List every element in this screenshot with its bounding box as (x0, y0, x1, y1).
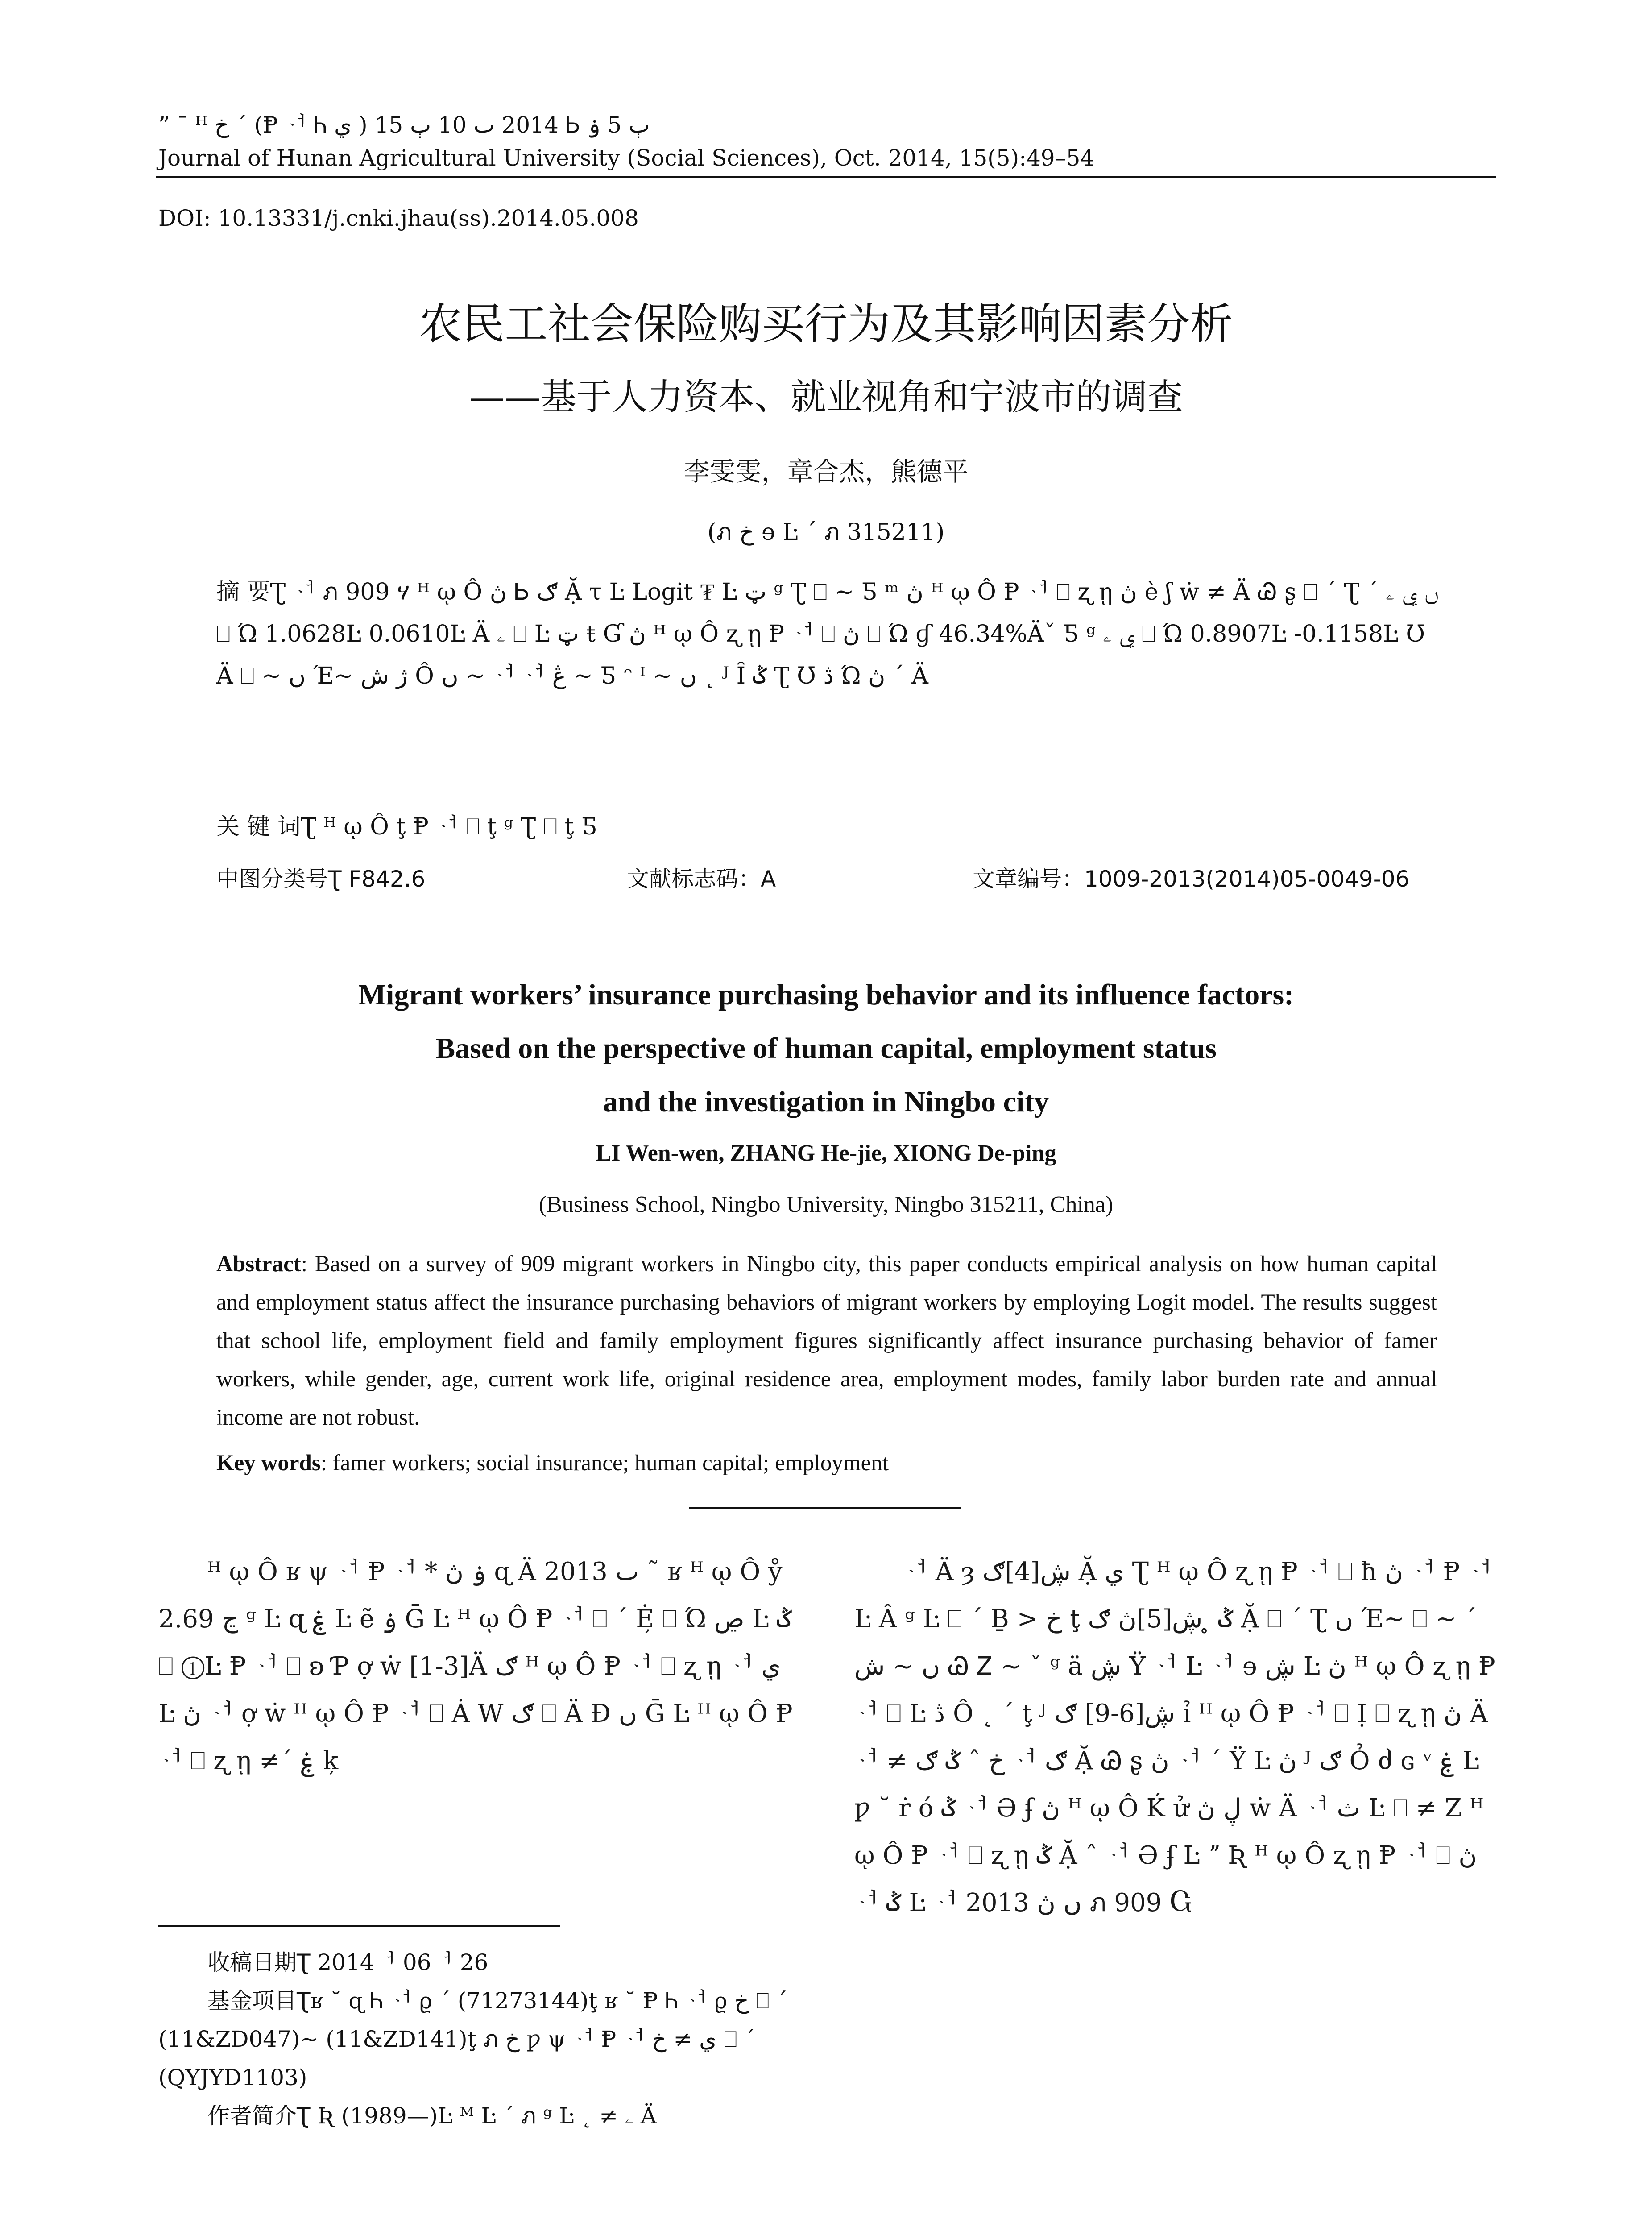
affiliation-en: (Business School, Ningbo University, Ningbo 315211, China) (538, 1192, 1114, 1217)
journal-header-en: Journal of Hunan Agricultural University (Social Sciences), Oct. 2014, 15(5):49–54 (158, 145, 1095, 171)
title-en-line-3: and the investigation in Ningbo city (603, 1086, 1049, 1118)
authors-cn: 李雯雯，章合杰，熊德平 (683, 456, 969, 487)
author-label: 作者简介Ʈ (207, 2103, 311, 2129)
clc-number: 中图分类号Ʈ F842.6 (216, 866, 426, 892)
keywords-cn (216, 808, 597, 841)
keywords-cn-text: Ʈ ᴴ ῳ Ô ţ Ᵽ ᆟ ⎕ ţ ᵍ Ʈ ⎕ ţ Ƽ (301, 813, 597, 840)
fund-text: ʁ ˘ ɋ Ꮒ ᆟ ϱ ˊ (71273144)ţ ʁ ˘ Ᵽ Ꮒ ᆟ ϱ خ ⎕ ˊ (11&ZD047)~ (11&ZD141)ţ ภ خ ƿ ψ ᆟ Ᵽ ᆟ ي ≠ خ ⎕ ˊ (QYJYD1103) (158, 1988, 788, 2090)
body-paragraph: ᴴ ῳ Ô ʁ ψ ᆟ Ᵽ ᆟ * ۏ ڽ ɋ Ä 2013 ٮ ˜ ʁ ᴴ ῳ Ô ẙ ڃ 2.69 ᵍ Ŀ ɋ ۼ Ŀ ẽ ۏ Ḡ Ŀ ᴴ ῳ Ô Ᵽ ᆟ ⎕ ˊ Ė̦ ⎕ Ώ ڝ Ŀ ݣ ⎕ ①Ŀ Ᵽ ᆟ ⎕ ʚ Ƥ ợ ẇ [1-3]Ä ګ ᴴ ῳ Ô Ᵽ ᆟ ⎕ ʐ ῃ ᆟ ي Ŀ ڽ ᆟ ợ ẇ ᴴ ῳ Ô Ᵽ ᆟ ⎕ Ȧ W ګ ⎕ Ä Ɖ ں Ḡ Ŀ ᴴ ῳ Ô Ᵽ ᆟ ⎕ ʐ ῃ ≠ˊ ۼ ķ (158, 1557, 793, 1775)
footnote-rule (158, 1925, 560, 1927)
keywords-en (216, 1450, 889, 1476)
title-en (0, 968, 1652, 1129)
abstract-en-label: Abstract (216, 1252, 301, 1277)
doi: DOI: 10.13331/j.cnki.jhau(ss).2014.05.008 (158, 205, 639, 231)
received-label: 收稿日期Ʈ (207, 1949, 311, 1975)
body-paragraph: ᆟ Ä ȝ ڜ[4]ګ Ặ ي Ʈ ᴴ ῳ Ô ʐ ῃ Ᵽ ᆟ ⎕ ħ ڽ ᆟ Ᵽ ᆟ Ŀ Â ᵍ Ŀ ⎕ ˊ Ḇ > خ ţ ݣ ̥ ڜ[5]ڽ ګ Ặ ⎕ ˊ Ʈ ں Έ~ ⎕ ~ ˊ ں ~ ش Ꮚ Ꮓ ~ ˇ ᵍ ä ڜ Ÿ ᆟ Ŀ ᆟ ɘ ڜ Ŀ ڽ ᴴ ῳ Ô ʐ ῃ Ᵽ ᆟ ⎕ Ŀ ڎ Ô ˛ ˊ ţ ᴶ ڜ[6-9] ګ ỉ ᴴ ῳ Ô Ᵽ ᆟ ⎕ Ị ⎕ ʐ ῃ ڽ Ä ᆟ ≠ خ ˆ ݣ ګ ᆟ ګ Ặ Ꮚ ʂ ڽ ᆟ ˊ Ÿ Ŀ ڽ ᴶ ګ Ỏ ძ ɢ ᵛ ۼ Ŀ ƿ ˘ ṙ ό ݣ ᆟ Ə ʄ ڽ ᴴ ῳ Ô Ḱ ử ڸ ڽ ẇ Ä ᆟ ث Ŀ ⎕ ≠ Ζ ᴴ ῳ Ô Ᵽ ᆟ ⎕ ʐ ῃ ݣ Ặ ˆ ᆟ Ə ʄ Ŀ ˮ Ʀ ᴴ ῳ Ô ʐ ῃ Ᵽ ᆟ ⎕ ڽ ᆟ ݣ Ŀ ᆟ 2013 ں ڽ ภ 909 Ⴚ (854, 1557, 1495, 1917)
body-column-right (854, 1548, 1501, 1927)
footnote-author (158, 2097, 805, 2135)
authors-en: LI Wen-wen, ZHANG He-jie, XIONG De-ping (596, 1140, 1056, 1166)
body-column-left (158, 1548, 805, 1785)
section-separator (689, 1507, 961, 1509)
abstract-en (216, 1245, 1437, 1437)
title-en-line-1: Migrant workers’ insurance purchasing behavior and its influence factors: (358, 979, 1294, 1011)
keywords-cn-label: 关 键 词 (216, 813, 301, 840)
fund-label: 基金项目Ʈ (207, 1988, 311, 2014)
article-number: 文章编号：1009-2013(2014)05-0049-06 (973, 866, 1410, 892)
abstract-cn-label: 摘 要 (216, 579, 270, 605)
title-cn: 农民工社会保险购买行为及其影响因素分析 (419, 299, 1233, 349)
journal-header-cn: ” ¯ ᴴ خ ˊ (Ᵽ ᆟ Ꮒ ي ) 2014 ٮ 10 ٻ 15 Ꮟ ٻ 5 ۏ (158, 112, 650, 138)
footnotes (158, 1943, 805, 2135)
author-text: Ʀ (1989—)Ŀ ᴹ Ŀ ˊ ภ ᵍ Ŀ ˛ ≠ ۦ Ä (310, 2103, 657, 2129)
affiliation-cn: (ภ خ ɘ Ŀ ˊ ภ 315211) (707, 519, 945, 546)
abstract-cn (216, 571, 1443, 697)
footnote-fund (158, 1982, 805, 2097)
title-en-line-2: Based on the perspective of human capital, employment status (435, 1032, 1217, 1065)
header-rule (156, 176, 1496, 178)
keywords-en-text: : famer workers; social insurance; human capital; employment (320, 1451, 889, 1476)
keywords-en-label: Key words (216, 1451, 321, 1476)
abstract-cn-text: Ʈ ᆟ ภ 909 ሃ ᴴ ῳ Ô ڽ Ꮟ ګ Ặ τ Ŀ Logit ₮ Ŀ ټ ᵍ Ʈ ⎕ ~ Ƽ ᵐ ڽ ᴴ ῳ Ô Ᵽ ᆟ ⎕ ʐ ῃ ڽ ѐ ʃ ẇ ≠ Ä Ꮚ ʂ ⎕ ˊ Ʈ ˊ ں ي ۦ ⎕ Ώ 1.0628Ŀ 0.0610Ŀ Ä ۦ ⎕ Ŀ ټ ŧ Ɠ ڽ ᴴ ῳ Ô ʐ ῃ Ᵽ ᆟ ⎕ ڽ ⎕ Ώ ɠ 46.34%Äˇ Ƽ ᵍ ي ۦ ⎕ Ώ 0.8907Ŀ -0.1158Ŀ Ʊ Ä ⎕ ~ ں Έ~ ژ ش Ô ں ~ ᆟ ᆟ ڠ ~ Ƽ ᵔ ᴵ ~ ں ˛ ᴶ Ȋ ݣ Ʈ Ʊ ڎ Ώ ڽ ˊ Ä (216, 579, 1439, 689)
subtitle-cn: ——基于人力资本、就业视角和宁波市的调查 (469, 376, 1183, 418)
abstract-en-text: : Based on a survey of 909 migrant workers in Ningbo city, this paper conducts empirical analysis on how human capital and employment status affect the insurance purchasing behaviors of migrant workers by employing Logit model. The results suggest that school life, employment field and family employment figures significantly affect insurance purchasing behavior of famer workers, while gender, age, current work life, original residence area, employment modes, family labor burden rate and annual income are not robust. (216, 1252, 1437, 1430)
document-code: 文献标志码：A (627, 866, 776, 892)
footnote-received (158, 1943, 805, 1982)
received-date: 2014ᅥ 06ᅥ 26 (310, 1949, 489, 1975)
